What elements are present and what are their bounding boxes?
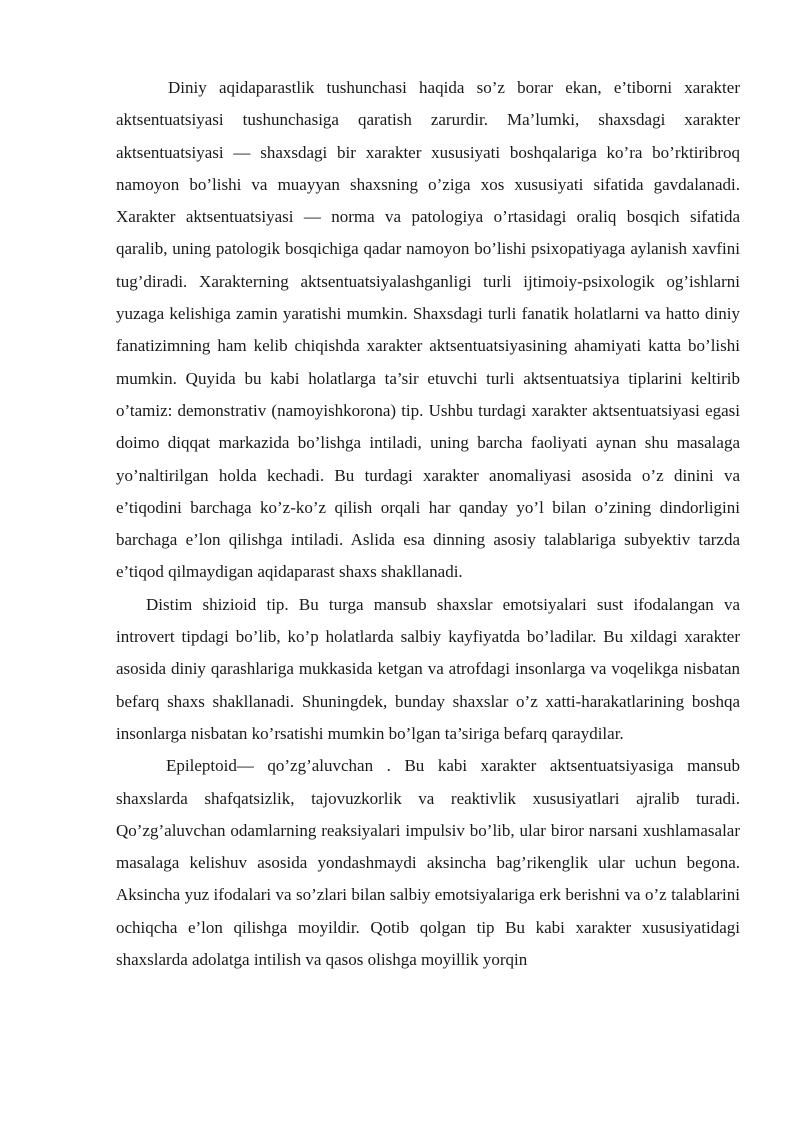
document-page [116,72,740,976]
paragraph-dysthymic-schizoid-type: Distim shizioid tip. Bu turga mansub shaxslar emotsiyalari sust ifodalangan va introvert tipdagi bo’lib, ko’p holatlarda salbiy kayfiyatda bo’ladilar. Bu xildagi xarakter asosida diniy qarashlariga mukkasida ketgan va atrofdagi insonlarga va voqelikga nisbatan befarq shaxs shakllanadi. Shuningdek, bunday shaxslar o’z xatti-harakatlarining boshqa insonlarga nisbatan ko’rsatishi mumkin bo’lgan ta’siriga befarq qaraydilar. [116,594,740,743]
paragraph-epileptoid-type: Epileptoid— qo’zg’aluvchan . Bu kabi xarakter aktsentuatsiyasiga mansub shaxslarda shafqatsizlik, tajovuzkorlik va reaktivlik xususiyatlari ajralib turadi. Qo’zg’aluvchan odamlarning reaksiyalari impulsiv bo’lib, ular biror narsani xushlamasalar masalaga kelishuv asosida yondashmaydi aksincha bag’rikenglik ular uchun begona. Aksincha yuz ifodalari va so’zlari bilan salbiy emotsiyalariga erk berishni va o’z talablarini ochiqcha e’lon qilishga moyildir. Qotib qolgan tip Bu kabi xarakter xususiyatidagi shaxslarda adolatga intilish va qasos olishga moyillik yorqin [116,756,740,970]
paragraph-demonstrative-type: Diniy aqidaparastlik tushunchasi haqida so’z borar ekan, e’tiborni xarakter aktsentuatsiyasi tushunchasiga qaratish zarurdir. Ma’lumki, shaxsdagi xarakter aktsentuatsiyasi — shaxsdagi bir xarakter xususiyati boshqalariga ko’ra bo’rktiribroq namoyon bo’lishi va muayyan shaxsning o’ziga xos xususiyati sifatida gavdalanadi. Xarakter aktsentuatsiyasi — norma va patologiya o’rtasidagi oraliq bosqich sifatida qaralib, uning patologik bosqichiga qadar namoyon bo’lishi psixopatiyaga aylanish xavfini tug’diradi. Xarakterning aktsentuatsiyalashganligi turli ijtimoiy-psixologik og’ishlarni yuzaga kelishiga zamin yaratishi mumkin. Shaxsdagi turli fanatik holatlarni va hatto diniy fanatizimning ham kelib chiqishda xarakter aktsentuatsiyasining ahamiyati katta bo’lishi mumkin. Quyida bu kabi holatlarga ta’sir etuvchi turli aktsentuatsiya tiplarini keltirib o’tamiz: demonstrativ (namoyishkorona) tip. Ushbu turdagi xarakter aktsentuatsiyasi egasi doimo diqqat markazida bo’lishga intiladi, uning barcha faoliyati aynan shu masalaga yo’naltirilgan holda kechadi. Bu turdagi xarakter anomaliyasi asosida o’z dinini va e’tiqodini barchaga ko’z-ko’z qilish orqali har qanday yo’l bilan o’zining dindorligini barchaga e’lon qilishga intiladi. Aslida esa dinning asosiy talablariga subyektiv tarzda e’tiqod qilmaydigan aqidaparast shaxs shakllanadi. [116,78,740,582]
